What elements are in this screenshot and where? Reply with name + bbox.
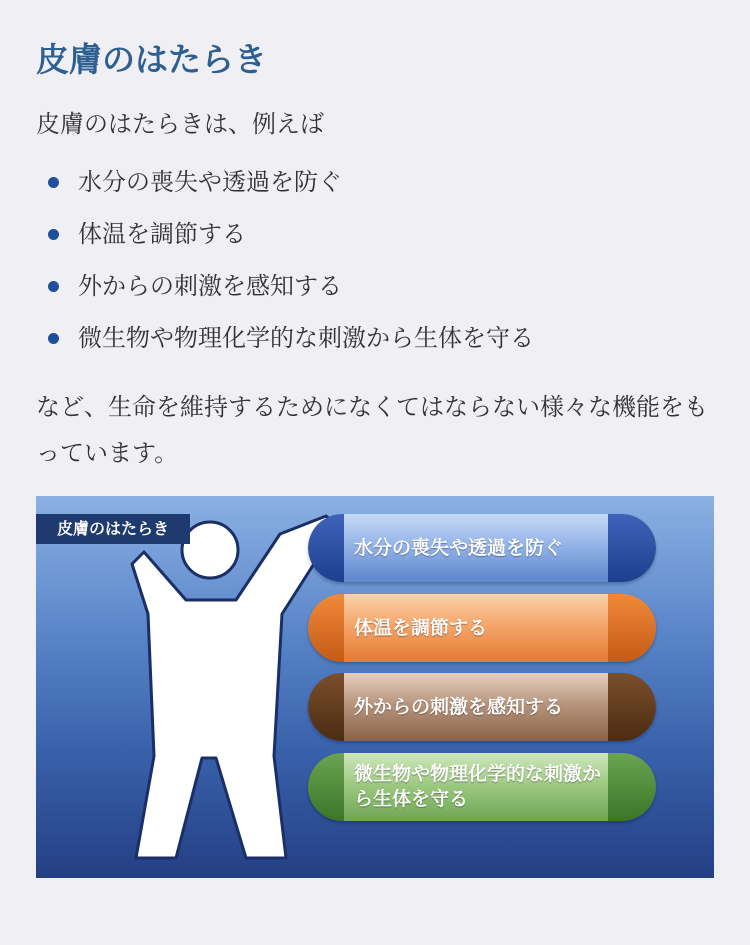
bullet-icon xyxy=(48,333,59,344)
list-item-text: 体温を調節する xyxy=(78,220,246,248)
function-pill-moisture xyxy=(308,514,656,582)
list-item-text: 外からの刺激を感知する xyxy=(78,272,342,300)
bullet-icon xyxy=(48,229,59,240)
intro-text: 皮膚のはたらきは、例えば xyxy=(36,110,324,138)
bullet-icon xyxy=(48,281,59,292)
function-pill-temperature xyxy=(308,594,656,662)
skin-function-diagram xyxy=(36,496,714,878)
list-item-text: 水分の喪失や透過を防ぐ xyxy=(78,168,342,196)
page-title: 皮膚のはたらき xyxy=(36,40,267,79)
pill-text: 体温を調節する xyxy=(354,616,488,639)
list-item-text: 微生物や物理化学的な刺激から生体を守る xyxy=(78,324,534,352)
diagram-label: 皮膚のはたらき xyxy=(36,514,190,544)
closing-text: など、生命を維持するためになくてはならない様々な機能をもっています。 xyxy=(36,393,708,467)
function-pill-protection xyxy=(308,753,656,821)
function-pill-sensation xyxy=(308,673,656,741)
bullet-icon xyxy=(48,177,59,188)
pill-text: 微生物や物理化学的な刺激から生体を守る xyxy=(354,763,602,810)
pill-text: 水分の喪失や透過を防ぐ xyxy=(354,536,564,559)
pill-text: 外からの刺激を感知する xyxy=(354,695,564,718)
